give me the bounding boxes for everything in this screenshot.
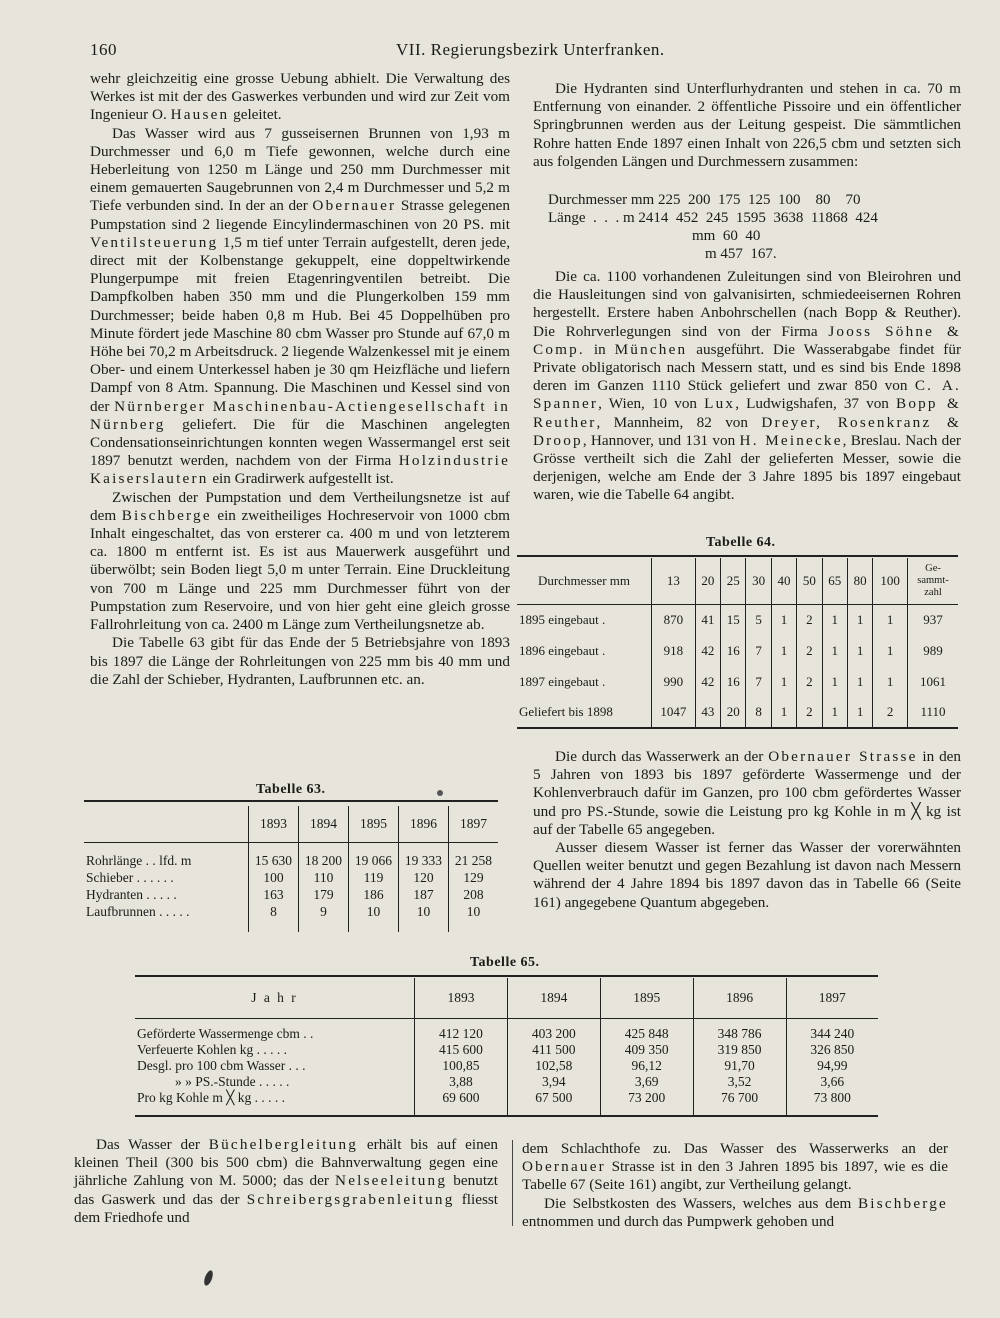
cell: 41	[695, 604, 720, 635]
cell: 100,85	[415, 1058, 508, 1074]
cell: 1	[822, 604, 847, 635]
cell: 179	[298, 886, 348, 903]
row-label: 1895 eingebaut .	[519, 611, 606, 627]
right-paragraph-4: Ausser diesem Wasser ist ferner das Wasser der vorerwähnten Quellen weiter benutzt und gegen Bezahlung ist davon nach Messern während der 4 Jahre 1894 bis 1897 davon das in Tabelle 66 (Seite 161) angegebene Quantum abgegeben.	[533, 839, 961, 911]
cell: 10	[398, 903, 448, 920]
table-row	[135, 1026, 878, 1042]
cell: 18 200	[298, 852, 348, 869]
cell: 2	[797, 666, 822, 697]
cell: 110	[298, 869, 348, 886]
table64-size: 13	[652, 558, 696, 604]
cell: 16	[721, 666, 746, 697]
table65-top-rule	[135, 975, 878, 977]
cell: 7	[746, 666, 771, 697]
cell: 2	[873, 697, 908, 728]
table65-caption: Tabelle 65.	[470, 955, 540, 970]
table-row	[135, 1042, 878, 1058]
cell: 870	[652, 604, 696, 635]
cell: 1	[847, 635, 872, 666]
table-row	[517, 604, 958, 635]
cell: 1	[847, 697, 872, 728]
cell: 990	[652, 666, 696, 697]
bottom-left-text	[74, 1136, 498, 1227]
cell: 187	[398, 886, 448, 903]
left-paragraph-3: Zwischen der Pumpstation und dem Vertheilungsnetze ist auf dem Bischberge ein zweitheiliges Hochreservoir von 1000 cbm Inhalt eingeschaltet, das von ersterer ca. 400 m und von letzterem ca. 1800 m entfernt ist. Es ist aus Mauerwerk ausgeführt und überwölbt; sein Boden liegt 5,0 m unter Terrain. Eine Druckleitung von 700 m Länge und 225 mm Durchmesser führt von der Pumpstation zum Reservoire, und von hier geht eine gleich grosse Fallrohrleitung von ca. 2400 m Länge zum Vertheilungsnetze ab.	[90, 488, 510, 634]
cell: 102,58	[507, 1058, 600, 1074]
table64-header-row	[517, 558, 958, 604]
cell: 163	[248, 886, 298, 903]
row-label: Rohrlänge . . lfd. m	[86, 852, 192, 868]
right-column-text-top	[533, 80, 961, 171]
row-label: Desgl. pro 100 cbm Wasser . . .	[137, 1058, 306, 1073]
table63-year: 1897	[448, 806, 498, 842]
row-label: Geliefert bis 1898	[519, 704, 613, 719]
right-column-text-mid	[533, 268, 961, 505]
table-row	[135, 1058, 878, 1074]
table-row	[517, 666, 958, 697]
row-label: Schieber . . . . . .	[86, 869, 174, 885]
diameter-line-2: mm 60 40	[692, 228, 761, 244]
cell: 10	[448, 903, 498, 920]
left-paragraph-1: wehr gleichzeitig eine grosse Uebung abhielt. Die Verwaltung des Werkes ist mit der des Gaswerkes verbunden und wird zur Zeit vom Ingenieur O. Hausen geleitet.	[90, 70, 510, 124]
cell: 120	[398, 869, 448, 886]
table-row	[135, 1090, 878, 1106]
cell: 186	[348, 886, 398, 903]
cell: 1	[771, 666, 796, 697]
cell: 344 240	[786, 1026, 878, 1042]
table-row	[84, 869, 498, 886]
cell: 348 786	[693, 1026, 786, 1042]
ink-blot	[202, 1269, 214, 1286]
table65-header-row	[135, 978, 878, 1018]
cell: 1	[822, 697, 847, 728]
cell: 1	[771, 604, 796, 635]
cell: 8	[746, 697, 771, 728]
cell: 42	[695, 635, 720, 666]
table63-year: 1893	[248, 806, 298, 842]
row-label: Verfeuerte Kohlen kg . . . . .	[137, 1042, 287, 1057]
table65-year: 1894	[507, 978, 600, 1018]
table65	[135, 978, 878, 1117]
cell: 1	[822, 635, 847, 666]
table63-year: 1895	[348, 806, 398, 842]
left-paragraph-4: Die Tabelle 63 gibt für das Ende der 5 Betriebsjahre von 1893 bis 1897 die Länge der Rohrleitungen von 225 mm bis 40 mm und die Zahl der Schieber, Hydranten, Laufbrunnen etc. an.	[90, 634, 510, 688]
cell: 989	[908, 635, 959, 666]
right-column-text-bottom	[533, 748, 961, 912]
table65-year: 1895	[600, 978, 693, 1018]
table-row	[517, 635, 958, 666]
cell: 1	[873, 635, 908, 666]
right-paragraph-3: Die durch das Wasserwerk an der Obernauer Strasse in den 5 Jahren von 1893 bis 1897 geförderte Wassermenge und der Kohlenverbrauch dafür im Ganzen, pro 100 cbm gefördertes Wasser und pro PS.-Stunde, sowie die Leistung pro kg Kohle in m ╳ kg ist auf der Tabelle 65 angegeben.	[533, 748, 962, 838]
cell: 319 850	[693, 1042, 786, 1058]
cell: 10	[348, 903, 398, 920]
length-line-2: m 457 167.	[705, 246, 777, 262]
cell: 326 850	[786, 1042, 878, 1058]
cell: 76 700	[693, 1090, 786, 1106]
table64-size: 80	[847, 558, 872, 604]
table63-year: 1894	[298, 806, 348, 842]
bottom-right-paragraph-2: Die Selbstkosten des Wassers, welches aus dem Bischberge entnommen und durch das Pumpwerk gehoben und	[522, 1194, 948, 1230]
table65-year: 1893	[415, 978, 508, 1018]
cell: 411 500	[507, 1042, 600, 1058]
table64	[517, 558, 958, 729]
table64-size: 65	[822, 558, 847, 604]
table64-size: 30	[746, 558, 771, 604]
cell: 9	[298, 903, 348, 920]
cell: 1	[873, 666, 908, 697]
table63-year: 1896	[398, 806, 448, 842]
cell: 208	[448, 886, 498, 903]
column-divider	[512, 1140, 513, 1226]
table64-caption: Tabelle 64.	[706, 535, 776, 550]
cell: 15 630	[248, 852, 298, 869]
row-label: Geförderte Wassermenge cbm . .	[137, 1026, 314, 1041]
cell: 918	[652, 635, 696, 666]
right-paragraph-1: Die Hydranten sind Unterflurhydranten und stehen in ca. 70 m Entfernung von einander. 2 öffentliche Pissoire und ein öffentlicher Springbrunnen werden aus der Leitung gespeist. Die sämmtlichen Rohre hatten Ende 1897 einen Inhalt von 226,5 cbm und setzten sich aus folgenden Längen und Durchmessern zusammen:	[533, 80, 961, 170]
table64-size: 20	[695, 558, 720, 604]
table65-year: 1897	[786, 978, 878, 1018]
table64-size: 40	[771, 558, 796, 604]
cell: 94,99	[786, 1058, 878, 1074]
cell: 409 350	[600, 1042, 693, 1058]
cell: 19 333	[398, 852, 448, 869]
cell: 5	[746, 604, 771, 635]
table64-size: 50	[797, 558, 822, 604]
cell: 2	[797, 604, 822, 635]
cell: 21 258	[448, 852, 498, 869]
cell: 96,12	[600, 1058, 693, 1074]
right-paragraph-2: Die ca. 1100 vorhandenen Zuleitungen sind von Bleirohren und die Hausleitungen sind von galvanisirten, schmiedeeisernen Rohren hergestellt. Erstere haben Anbohrschellen (nach Bopp & Reuther). Die Rohrverlegungen sind von der Firma Jooss Söhne & Comp. in München ausgeführt. Die Wasserabgabe findet für Private obligatorisch nach Messern statt, und es sind bis Ende 1898 deren im Ganzen 1110 Stück geliefert und zwar 850 von C. A. Spanner, Wien, 10 von Lux, Ludwigshafen, 37 von Bopp & Reuther, Mannheim, 82 von Dreyer, Rosenkranz & Droop, Hannover, und 131 von H. Meinecke, Breslau. Nach der Grösse vertheilt sich die Zahl der gelieferten Messer, sowie die derjenigen, welche am Ende der 3 Jahre 1895 bis 1897 eingebaut waren, wie die Tabelle 64 angibt.	[533, 268, 962, 504]
page-number: 160	[90, 40, 117, 59]
cell: 15	[721, 604, 746, 635]
table-row	[84, 903, 498, 920]
cell: 1	[771, 697, 796, 728]
cell: 3,52	[693, 1074, 786, 1090]
left-paragraph-2: Das Wasser wird aus 7 gusseisernen Brunnen von 1,93 m Durchmesser und 6,0 m Tiefe gewonnen, welche durch eine Heberleitung von 1250 m Länge und 250 mm Durchmesser mit einem gemauerten Saugebrunnen von 2,4 m Durchmesser und 5,2 m Tiefe verbunden sind. In der an der Obernauer Strasse gelegenen Pumpstation sind 2 liegende Eincylindermaschinen von 20 PS. mit Ventilsteuerung 1,5 m tief unter Terrain aufgestellt, deren jede, direct mit der Kolbenstange gekuppelt, eine doppeltwirkende Plungerpumpe mit freien Etagenringventilen betreibt. Die Dampfkolben haben 350 mm und die Plungerkolben 159 mm Durchmesser; beide haben 0,8 m Hub. Bei 45 Doppelhüben pro Minute fördert jede Maschine 80 cbm Wasser pro Stunde auf 67,0 m Höhe bei 70,2 m Arbeitsdruck. 2 liegende Walzenkessel mit je einem Ober- und einem Unterkessel haben je 30 qm Heizfläche und liefern Dampf von 8 Atm. Spannung. Die Maschinen und Kessel sind von der Nürnberger Maschinenbau-Actiengesellschaft in Nürnberg geliefert. Die für die Maschinen angelegten Condensationseinrichtungen konnten wegen Wassermangel erst seit 1897 benutzt werden, nachdem von der Firma Holzindustrie Kaiserslautern ein Gradirwerk aufgestellt ist.	[90, 124, 511, 488]
cell: 412 120	[415, 1026, 508, 1042]
cell: 2	[797, 635, 822, 666]
cell: 3,88	[415, 1074, 508, 1090]
cell: 1110	[908, 697, 959, 728]
cell: 1	[847, 604, 872, 635]
table-row	[84, 852, 498, 869]
cell: 1	[873, 604, 908, 635]
table63-corner	[84, 806, 248, 842]
length-line: Länge . . . m 2414 452 245 1595 3638 11868 424	[548, 210, 878, 226]
cell: 3,94	[507, 1074, 600, 1090]
cell: 3,69	[600, 1074, 693, 1090]
bottom-right-text	[522, 1140, 948, 1231]
cell: 425 848	[600, 1026, 693, 1042]
table64-total-head: Ge-sammt-zahl	[908, 558, 959, 604]
cell: 19 066	[348, 852, 398, 869]
cell: 1	[771, 635, 796, 666]
cell: 129	[448, 869, 498, 886]
cell: 42	[695, 666, 720, 697]
cell: 73 800	[786, 1090, 878, 1106]
table-row	[135, 1074, 878, 1090]
cell: 937	[908, 604, 959, 635]
cell: 73 200	[600, 1090, 693, 1106]
table63-caption: Tabelle 63.	[256, 782, 326, 797]
table64-size: 100	[873, 558, 908, 604]
bottom-left-paragraph: Das Wasser der Büchelbergleitung erhält bis auf einen kleinen Theil (300 bis 500 cbm) die Bahnverwaltung gegen eine jährliche Zahlung von M. 5000; das der Nelseeleitung benutzt das Gaswerk und das der Schreibergsgrabenleitung fliesst dem Friedhofe und	[74, 1136, 499, 1226]
row-label: 1897 eingebaut .	[519, 673, 606, 689]
cell: 16	[721, 635, 746, 666]
row-label: 1896 eingebaut .	[519, 642, 606, 658]
table-row	[84, 886, 498, 903]
cell: 8	[248, 903, 298, 920]
running-title: VII. Regierungsbezirk Unterfranken.	[396, 40, 665, 59]
table64-top-rule	[517, 555, 958, 557]
table65-head-label: J a h r	[135, 978, 415, 1018]
cell: 91,70	[693, 1058, 786, 1074]
cell: 2	[797, 697, 822, 728]
ink-dot	[437, 790, 443, 796]
left-column-text	[90, 70, 510, 689]
table65-year: 1896	[693, 978, 786, 1018]
cell: 100	[248, 869, 298, 886]
cell: 20	[721, 697, 746, 728]
diameter-line: Durchmesser mm 225 200 175 125 100 80 70	[548, 192, 861, 208]
cell: 119	[348, 869, 398, 886]
table-row	[517, 697, 958, 728]
cell: 1	[822, 666, 847, 697]
cell: 67 500	[507, 1090, 600, 1106]
cell: 415 600	[415, 1042, 508, 1058]
cell: 3,66	[786, 1074, 878, 1090]
cell: 7	[746, 635, 771, 666]
table64-head-label: Durchmesser mm	[517, 558, 652, 604]
table63-top-rule	[84, 800, 498, 802]
row-label: Hydranten . . . . .	[86, 886, 177, 902]
cell: 43	[695, 697, 720, 728]
row-label: Pro kg Kohle m ╳ kg . . . . .	[137, 1090, 285, 1105]
table63	[84, 806, 498, 932]
cell: 1061	[908, 666, 959, 697]
cell: 1047	[652, 697, 696, 728]
table64-size: 25	[721, 558, 746, 604]
cell: 1	[847, 666, 872, 697]
bottom-right-paragraph-1: dem Schlachthofe zu. Das Wasser des Wasserwerks an der Obernauer Strasse ist in den 3 Jahren 1895 bis 1897, wie es die Tabelle 67 (Seite 161) angibt, zur Vertheilung gelangt.	[522, 1140, 948, 1194]
row-label: » » PS.-Stunde . . . . .	[175, 1074, 290, 1089]
table63-header-row	[84, 806, 498, 842]
cell: 403 200	[507, 1026, 600, 1042]
row-label: Laufbrunnen . . . . .	[86, 903, 190, 919]
cell: 69 600	[415, 1090, 508, 1106]
